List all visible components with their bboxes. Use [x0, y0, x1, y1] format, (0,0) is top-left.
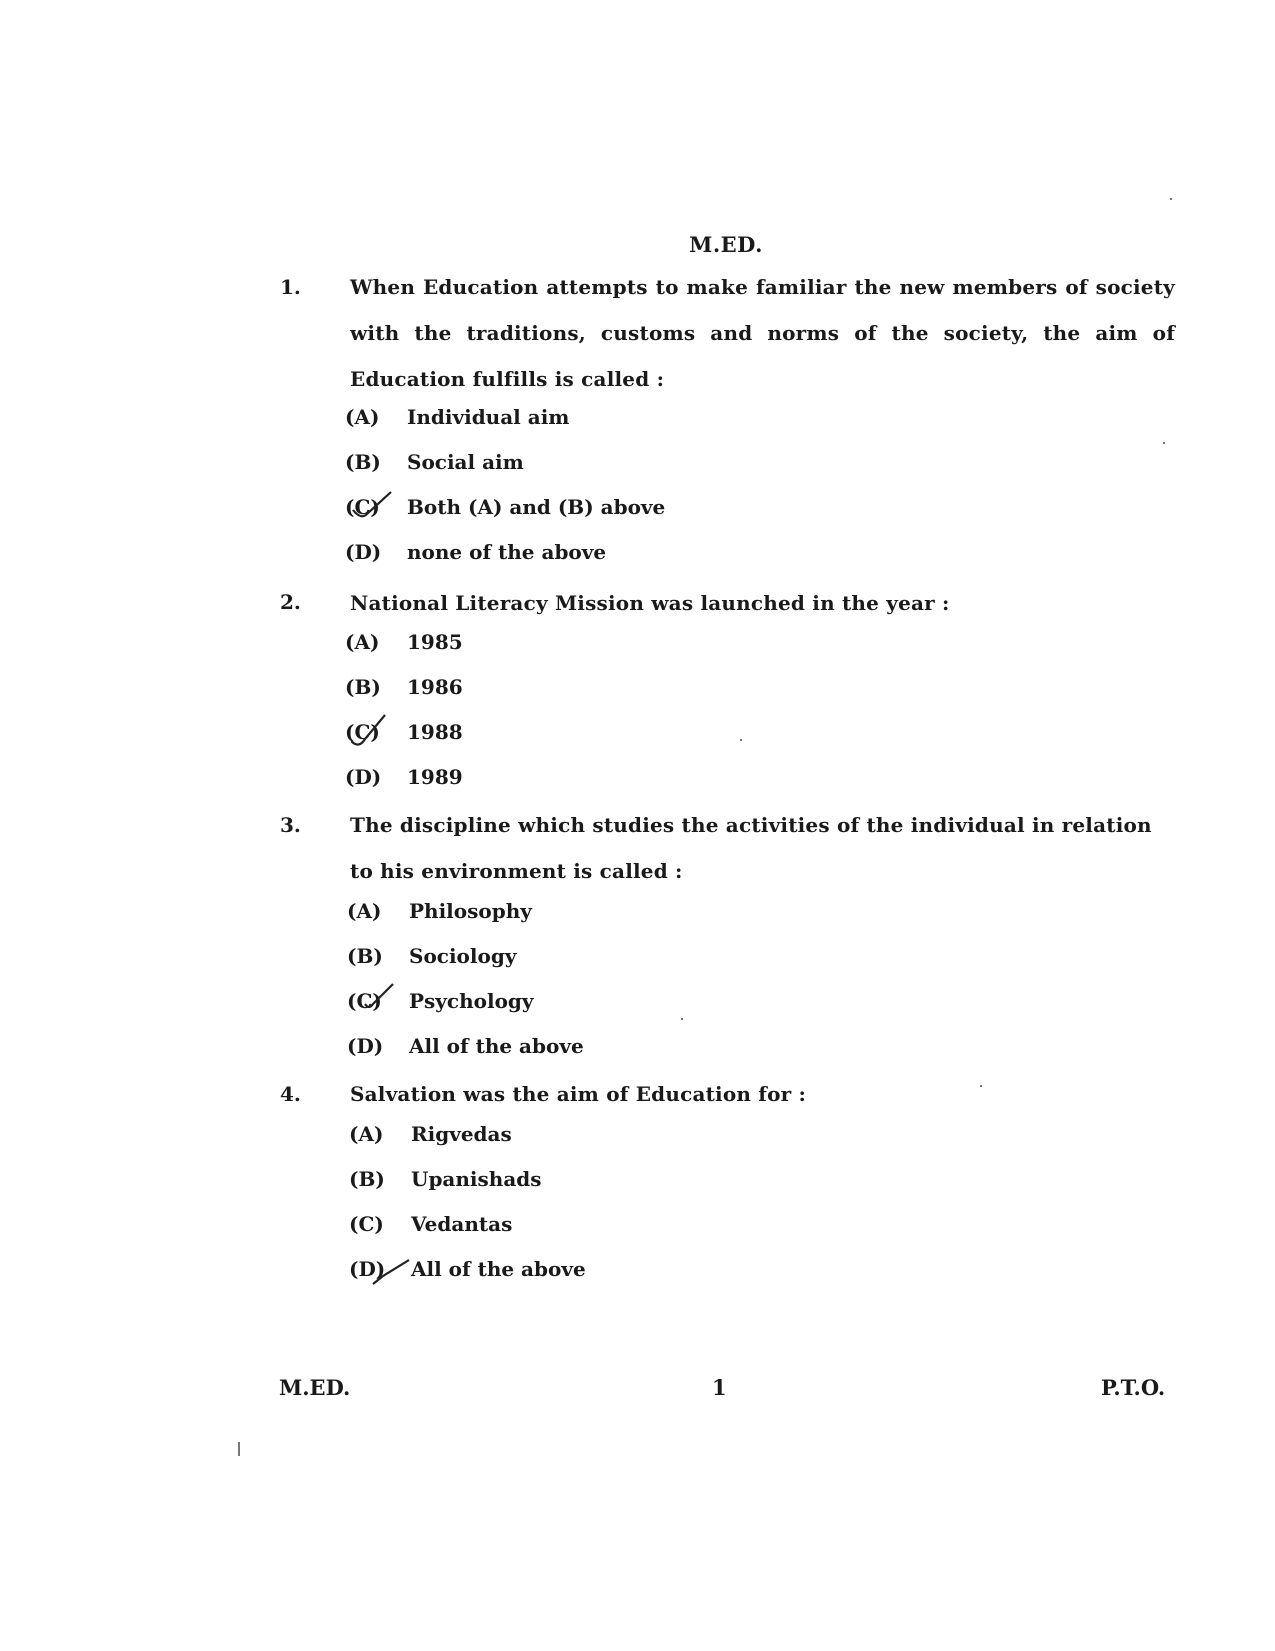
page-title: M.ED.	[689, 232, 763, 257]
option-text: 1989	[407, 765, 463, 789]
option-label: (D)	[345, 765, 382, 789]
option-text: 1985	[407, 630, 463, 654]
option-label: (D)	[345, 540, 382, 564]
option-text: Philosophy	[409, 899, 532, 923]
handwritten-tick-mark	[353, 980, 403, 1018]
option-text: Both (A) and (B) above	[407, 495, 666, 519]
question-number: 4.	[280, 1082, 301, 1106]
option-label: (C)	[345, 495, 380, 519]
scan-speck	[740, 739, 742, 741]
scan-speck	[1163, 442, 1165, 444]
option-label: (B)	[347, 944, 383, 968]
option-label: (C)	[345, 720, 380, 744]
option-label: (A)	[345, 630, 380, 654]
option-text: Social aim	[407, 450, 524, 474]
question-number: 2.	[280, 590, 301, 614]
option-label: (D)	[347, 1034, 384, 1058]
question-text: The discipline which studies the activities of the individual in relation to his environment is called :	[350, 813, 1152, 883]
handwritten-tick-mark	[351, 711, 401, 749]
pto-note: P.T.O.	[1101, 1375, 1166, 1400]
scan-speck	[238, 1442, 240, 1456]
handwritten-tick-mark	[351, 486, 401, 524]
option-text: none of the above	[407, 540, 607, 564]
page-number: 1	[712, 1375, 727, 1400]
option-label: (B)	[345, 450, 381, 474]
option-label: (C)	[349, 1212, 384, 1236]
option-label: (A)	[349, 1122, 384, 1146]
scan-speck	[1170, 198, 1172, 200]
scan-speck	[681, 1018, 683, 1020]
option-text: Psychology	[409, 989, 534, 1013]
question-number: 1.	[280, 275, 301, 299]
option-label: (C)	[347, 989, 382, 1013]
option-text: All of the above	[409, 1034, 584, 1058]
option-label: (A)	[345, 405, 380, 429]
question-text: National Literacy Mission was launched in the year :	[350, 591, 950, 615]
option-text: 1988	[407, 720, 463, 744]
option-text: Individual aim	[407, 405, 570, 429]
question-text: Salvation was the aim of Education for :	[350, 1082, 807, 1106]
option-text: Rigvedas	[411, 1122, 512, 1146]
option-text: Sociology	[409, 944, 517, 968]
scan-speck	[980, 1085, 982, 1087]
option-text: All of the above	[411, 1257, 586, 1281]
option-label: (B)	[345, 675, 381, 699]
option-label: (D)	[349, 1257, 386, 1281]
question-text: When Education attempts to make familiar the new members of society with the traditions, customs and norms of the society, the aim of Education fulfills is called :	[350, 275, 1175, 391]
footer-code: M.ED.	[279, 1375, 351, 1400]
question-number: 3.	[280, 813, 301, 837]
option-label: (B)	[349, 1167, 385, 1191]
option-text: Vedantas	[411, 1212, 513, 1236]
option-text: Upanishads	[411, 1167, 542, 1191]
option-text: 1986	[407, 675, 463, 699]
option-label: (A)	[347, 899, 382, 923]
